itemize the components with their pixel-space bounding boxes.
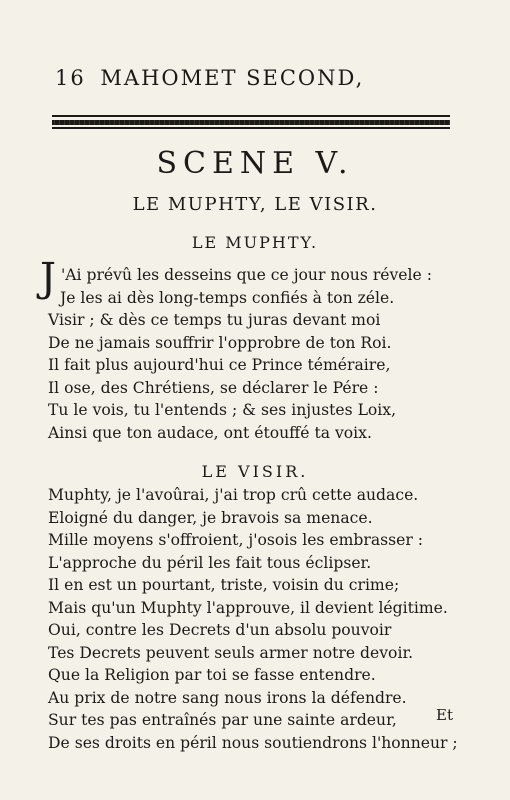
page-number: 16 [55, 66, 86, 90]
rule-line-top [52, 115, 450, 117]
verse-line: Ainsi que ton audace, ont étouffé ta voix. [48, 423, 372, 442]
verse-line: De ne jamais souffrir l'opprobre de ton Roi. [48, 333, 392, 352]
verse-line: Au prix de notre sang nous irons la défendre. [48, 688, 407, 707]
running-title: MAHOMET SECOND, [100, 66, 365, 90]
verse-line: Il en est un pourtant, triste, voisin du crime; [48, 576, 400, 594]
scene-title: SCENE V. [156, 146, 354, 181]
verse-line: Tes Decrets peuvent seuls armer notre devoir. [48, 643, 414, 662]
verse-line: Mille moyens s'offroient, j'osois les embrasser : [48, 531, 424, 549]
verse-line: Sur tes pas entraînés par une sainte ardeur, [48, 711, 397, 729]
drop-cap: J [40, 255, 57, 301]
verse-line: L'approche du péril les fait tous éclipser. [48, 553, 372, 572]
verse-line: Il ose, des Chrétiens, se déclarer le Pére : [48, 378, 379, 397]
verse-line: De ses droits en péril nous soutiendrons l'honneur ; [48, 733, 458, 752]
verse-line: 'Ai prévû les desseins que ce jour nous révele : [61, 266, 432, 284]
verse-line: Oui, contre les Decrets d'un absolu pouvoir [48, 621, 392, 639]
ornamental-rule [52, 115, 450, 129]
verse-line: Il fait plus aujourd'hui ce Prince téméraire, [48, 356, 391, 374]
speaker-visir: LE VISIR. [201, 462, 309, 481]
rule-line-bottom [52, 127, 450, 129]
verse-line: Visir ; & dès ce temps tu juras devant moi [48, 311, 381, 329]
verse-line: Eloigné du danger, je bravois sa menace. [48, 508, 373, 527]
speech-muphty [48, 264, 448, 444]
verse-line: Je les ai dès long-temps confiés à ton zéle. [60, 288, 395, 307]
running-header [55, 66, 364, 90]
scene-characters: LE MUPHTY, LE VISIR. [132, 194, 378, 215]
verse-line: Mais qu'un Muphty l'approuve, il devient légitime. [48, 598, 448, 617]
catchword: Et [436, 706, 453, 724]
verse-line: Muphty, je l'avoûrai, j'ai trop crû cette audace. [48, 486, 419, 504]
speech-visir [48, 484, 458, 754]
rule-line-middle [52, 120, 450, 125]
speaker-muphty: LE MUPHTY. [191, 233, 319, 252]
verse-line: Tu le vois, tu l'entends ; & ses injustes Loix, [48, 401, 397, 419]
verse-line: Que la Religion par toi se fasse entendre. [48, 666, 376, 684]
